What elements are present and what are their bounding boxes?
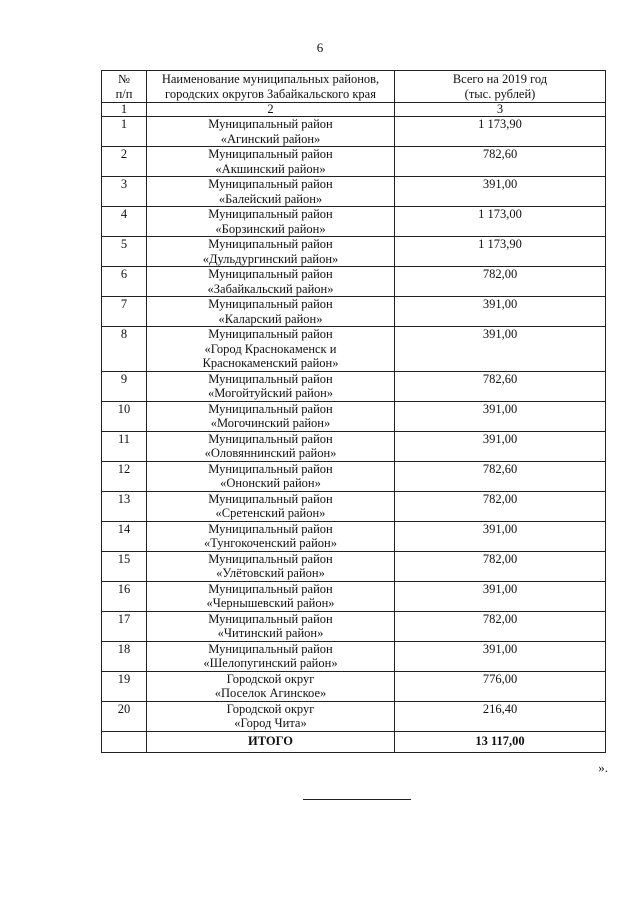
table-row [102,671,606,701]
column-number: 2 [147,103,395,117]
row-number: 8 [102,327,147,372]
district-name-line: Муниципальный район [208,177,333,191]
row-value: 776,00 [395,671,606,701]
row-value: 391,00 [395,521,606,551]
row-value: 782,00 [395,551,606,581]
table-row [102,147,606,177]
district-name [147,701,395,731]
district-name [147,401,395,431]
header-num-line-2: п/п [115,86,133,101]
row-number: 6 [102,267,147,297]
district-name-line: «Дульдургинский район» [202,251,339,266]
district-name-line: Муниципальный район [208,147,333,161]
district-name [147,611,395,641]
district-name [147,297,395,327]
district-name [147,327,395,372]
table-row [102,701,606,731]
header-total-line-1: Всего на 2019 год [452,72,548,86]
total-value: 13 117,00 [395,731,606,752]
district-name-line: Муниципальный район [208,267,333,281]
signature-line [303,799,411,800]
table-row [102,611,606,641]
district-name [147,177,395,207]
header-total-line-2: (тыс. рублей) [464,86,536,101]
row-number: 20 [102,701,147,731]
total-num-cell [102,731,147,752]
row-number: 7 [102,297,147,327]
table-row [102,237,606,267]
district-name-line: «Чернышевский район» [206,596,335,610]
row-value: 1 173,90 [395,237,606,267]
header-name-line-2: городских округов Забайкальского края [165,86,376,101]
table-row [102,117,606,147]
row-value: 782,60 [395,147,606,177]
row-number: 19 [102,671,147,701]
district-name-line: Муниципальный район [208,207,333,221]
header-total [395,71,606,103]
row-value: 1 173,00 [395,207,606,237]
district-name-line: Городской округ [226,701,315,716]
row-value: 782,60 [395,461,606,491]
table-row [102,551,606,581]
row-value: 391,00 [395,297,606,327]
table-row [102,207,606,237]
district-name [147,117,395,147]
table-row [102,581,606,611]
row-value: 391,00 [395,327,606,372]
row-number: 10 [102,401,147,431]
district-name-line: Муниципальный район [208,401,333,416]
district-name-line: Муниципальный район [208,521,333,536]
district-name-line: Краснокаменский район» [202,356,339,370]
row-value: 782,00 [395,491,606,521]
row-value: 216,40 [395,701,606,731]
row-value: 782,00 [395,611,606,641]
district-name-line: Муниципальный район [208,491,333,506]
table-row [102,177,606,207]
district-name-line: «Агинский район» [220,131,321,146]
total-row [102,731,606,752]
district-name-line: «Балейский район» [218,191,323,206]
row-number: 16 [102,581,147,611]
column-number-row [102,103,606,117]
row-number: 9 [102,371,147,401]
district-name [147,207,395,237]
page-number: 6 [316,40,324,55]
row-number: 13 [102,491,147,521]
table-row [102,431,606,461]
district-name [147,581,395,611]
row-number: 1 [102,117,147,147]
district-name-line: «Поселок Агинское» [214,686,327,700]
district-name-line: Муниципальный район [208,461,333,476]
row-value: 782,00 [395,267,606,297]
district-name-line: «Улётовский район» [216,566,325,580]
district-name [147,461,395,491]
district-name [147,237,395,267]
table-row [102,327,606,372]
row-number: 11 [102,431,147,461]
closing-quote: ». [598,760,608,775]
district-name [147,491,395,521]
district-name-line: «Забайкальский район» [207,281,334,296]
allocation-table [101,70,606,753]
district-name-line: Муниципальный район [208,581,333,596]
district-name-line: «Читинский район» [217,626,324,640]
district-name-line: «Ононский район» [220,476,321,490]
district-name-line: Муниципальный район [208,551,333,566]
row-number: 14 [102,521,147,551]
header-row [102,71,606,103]
row-value: 1 173,90 [395,117,606,147]
header-num [102,71,147,103]
district-name-line: Муниципальный район [208,641,333,656]
row-value: 391,00 [395,581,606,611]
district-name-line: «Оловяннинский район» [204,446,337,460]
district-name-line: «Шелопугинский район» [203,656,338,670]
district-name-line: Муниципальный район [208,117,333,131]
row-number: 15 [102,551,147,581]
district-name-line: Муниципальный район [208,431,333,446]
district-name-line: Муниципальный район [208,237,333,251]
header-name-line-1: Наименование муниципальных районов, [161,72,380,86]
table-row [102,491,606,521]
row-number: 18 [102,641,147,671]
table-row [102,297,606,327]
district-name-line: «Тунгокоченский район» [204,536,337,550]
district-name-line: Муниципальный район [208,327,333,341]
district-name [147,521,395,551]
district-name-line: «Каларский район» [218,311,323,326]
district-name-line: Муниципальный район [208,611,333,626]
district-name [147,371,395,401]
total-label: ИТОГО [147,731,395,752]
table-row [102,401,606,431]
table-row [102,641,606,671]
district-name [147,431,395,461]
district-name-line: «Могойтуйский район» [207,386,334,400]
row-number: 12 [102,461,147,491]
table-row [102,371,606,401]
row-number: 5 [102,237,147,267]
district-name [147,551,395,581]
district-name [147,147,395,177]
row-number: 17 [102,611,147,641]
column-number: 3 [395,103,606,117]
header-num-line-1: № [118,72,130,86]
district-name-line: «Могочинский район» [210,416,331,430]
row-number: 2 [102,147,147,177]
district-name-line: «Борзинский район» [215,221,326,236]
district-name-line: «Сретенский район» [215,506,326,520]
district-name-line: «Город Чита» [234,716,307,730]
row-number: 3 [102,177,147,207]
row-number: 4 [102,207,147,237]
row-value: 391,00 [395,401,606,431]
row-value: 391,00 [395,641,606,671]
district-name-line: Муниципальный район [208,297,333,311]
district-name-line: Муниципальный район [208,371,333,386]
district-name-line: Городской округ [226,671,315,686]
district-name [147,267,395,297]
district-name-line: «Город Краснокаменск и [204,341,337,356]
table-row [102,461,606,491]
row-value: 391,00 [395,177,606,207]
row-value: 391,00 [395,431,606,461]
district-name-line: «Акшинский район» [215,161,326,176]
table-row [102,521,606,551]
row-value: 782,60 [395,371,606,401]
column-number: 1 [102,103,147,117]
district-name [147,671,395,701]
district-name [147,641,395,671]
header-name [147,71,395,103]
table-row [102,267,606,297]
